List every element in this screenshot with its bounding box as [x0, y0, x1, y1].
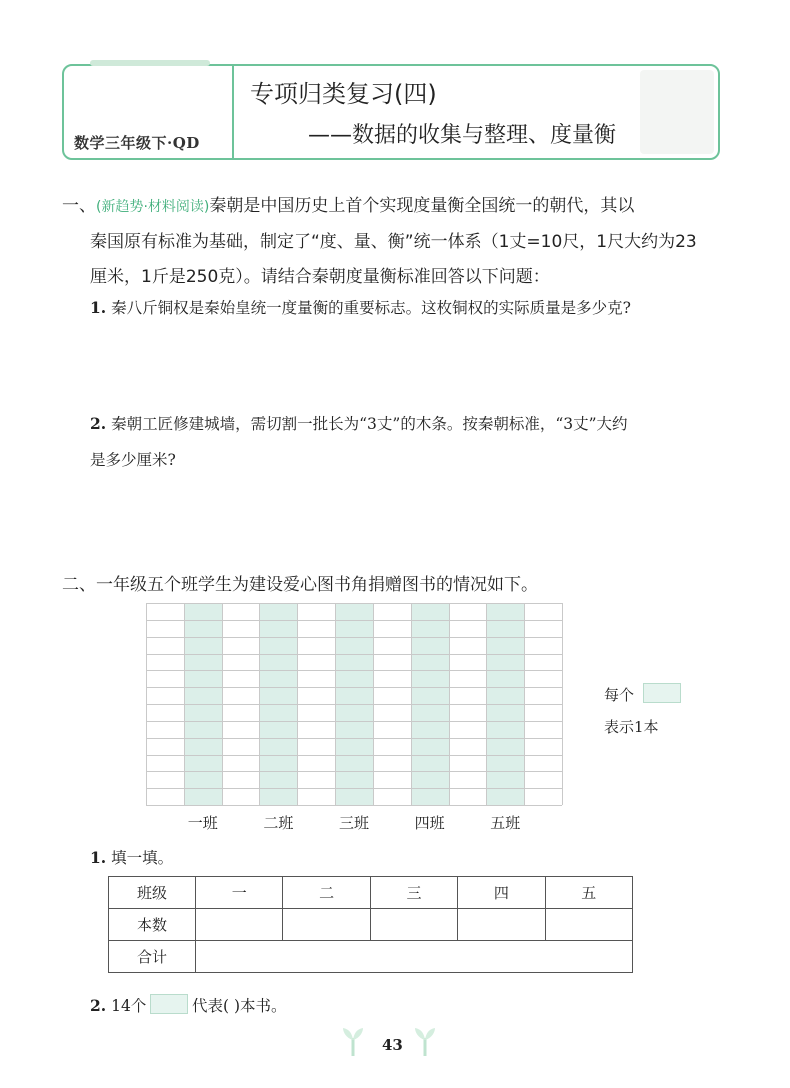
grid-line [146, 755, 562, 756]
table-cell-blank[interactable] [458, 909, 545, 941]
table-header-cell: 五 [545, 877, 632, 909]
table-row [109, 941, 633, 973]
grid-line [146, 704, 562, 705]
section1-line2: 秦国原有标准为基础，制定了“度、量、衡”统一体系（1丈=10尺，1尺大约为23 [90, 232, 697, 252]
x-tick-label: 二班 [263, 814, 294, 832]
table-header-cell: 一 [196, 877, 283, 909]
page-title: 专项归类复习(四) [250, 80, 437, 108]
q1-number: 1. [90, 298, 107, 317]
q2-number: 2. [90, 414, 107, 433]
q2-line1: 秦朝工匠修建城墙，需切割一批长为“3丈”的木条。按秦朝标准，“3丈”大约 [111, 415, 628, 433]
section2-question1 [90, 846, 173, 868]
table-cell-blank[interactable] [370, 909, 457, 941]
grid-line [335, 603, 336, 805]
table-cell-blank[interactable] [545, 909, 632, 941]
legend-cell-icon [643, 683, 681, 703]
grid-line [222, 603, 223, 805]
q1-text: 秦八斤铜权是秦始皇统一度量衡的重要标志。这枚铜权的实际质量是多少克? [111, 299, 631, 317]
s2-q2-post: 代表( )本书。 [192, 997, 287, 1015]
grid-line [146, 620, 562, 621]
grid-line [146, 637, 562, 638]
table-header-cell: 三 [370, 877, 457, 909]
section1-question1 [90, 296, 631, 318]
sprout-icon-right [412, 1024, 438, 1058]
grid-line [146, 603, 562, 604]
table-row-label: 本数 [109, 909, 196, 941]
section2-text: 一年级五个班学生为建设爱心图书角捐赠图书的情况如下。 [96, 575, 538, 595]
table-cell-blank[interactable] [196, 909, 283, 941]
grade-label: 数学三年级下·QD [74, 134, 200, 152]
section2-intro [62, 570, 538, 595]
header-shade-decoration [640, 70, 714, 154]
table-header-cell: 班级 [109, 877, 196, 909]
x-tick-label: 一班 [187, 814, 218, 832]
section2-number: 二、 [62, 575, 96, 595]
grid-line [297, 603, 298, 805]
grid-line [146, 805, 562, 806]
section1-line1: 秦朝是中国历史上首个实现度量衡全国统一的朝代，其以 [209, 196, 635, 216]
s2-q2-number: 2. [90, 996, 107, 1015]
table-row [109, 909, 633, 941]
x-tick-label: 三班 [338, 814, 369, 832]
page-subtitle: ——数据的收集与整理、度量衡 [308, 123, 617, 148]
grid-line [146, 654, 562, 655]
s2-q1-number: 1. [90, 848, 107, 867]
grid-line [146, 670, 562, 671]
grid-line [411, 603, 412, 805]
section1-question2 [90, 412, 628, 434]
x-tick-label: 四班 [414, 814, 445, 832]
table-header-row [109, 877, 633, 909]
table-header-cell: 二 [283, 877, 370, 909]
grid-line [184, 603, 185, 805]
pictograph-grid [146, 603, 562, 805]
header-tab-decoration [90, 60, 210, 66]
table-row-label: 合计 [109, 941, 196, 973]
s2-q1-text: 填一填。 [111, 849, 174, 867]
grid-line [373, 603, 374, 805]
page-number: 43 [382, 1036, 403, 1054]
grid-line [449, 603, 450, 805]
section1-number: 一、 [62, 196, 96, 216]
q2-line2: 是多少厘米? [90, 451, 176, 469]
grid-line [562, 603, 563, 805]
grid-line [146, 788, 562, 789]
legend-line2: 表示1本 [604, 718, 659, 736]
section1-tag: (新趋势·材料阅读) [96, 199, 210, 215]
table-total-blank[interactable] [196, 941, 633, 973]
header-divider [232, 66, 234, 158]
grid-line [524, 603, 525, 805]
sprout-icon-left [340, 1024, 366, 1058]
grid-line [146, 721, 562, 722]
grid-line [486, 603, 487, 805]
grid-line [146, 687, 562, 688]
table-cell-blank[interactable] [283, 909, 370, 941]
legend-line1: 每个 [604, 686, 635, 704]
grid-line [259, 603, 260, 805]
grid-line [146, 603, 147, 805]
unit-cell-icon [150, 994, 188, 1014]
grid-line [146, 771, 562, 772]
grid-line [146, 738, 562, 739]
data-table [108, 876, 633, 973]
section2-question2 [90, 994, 146, 1016]
section1-intro [62, 191, 634, 216]
table-header-cell: 四 [458, 877, 545, 909]
section1-line3: 厘米，1斤是250克）。请结合秦朝度量衡标准回答以下问题： [90, 267, 550, 287]
x-tick-label: 五班 [490, 814, 521, 832]
s2-q2-pre: 14个 [111, 997, 147, 1015]
